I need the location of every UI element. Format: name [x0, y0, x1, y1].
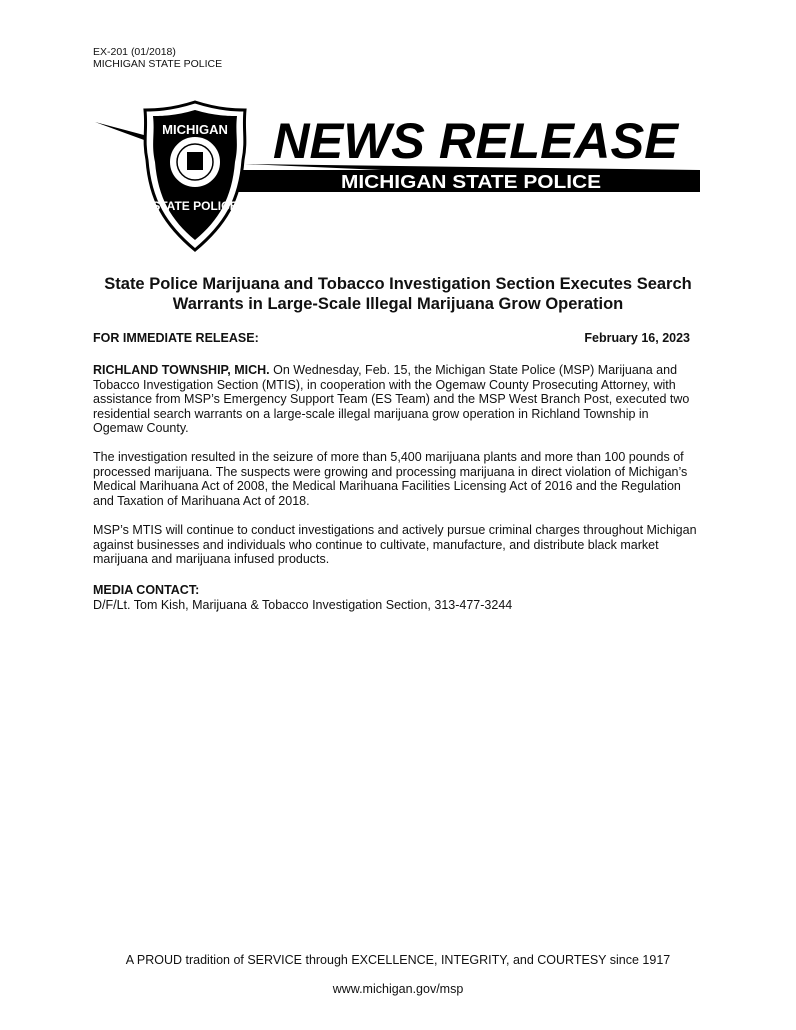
paragraph-1 [93, 363, 698, 436]
banner-subtitle: MICHIGAN STATE POLICE [341, 172, 601, 192]
badge-bottom-text: STATE POLICE [152, 199, 238, 213]
media-contact-label: MEDIA CONTACT: [93, 583, 200, 597]
headline: State Police Marijuana and Tobacco Investigation Section Executes Search Warrants in Large-Scale Illegal Marijuana Grow Operation [104, 275, 692, 313]
release-date: February 16, 2023 [584, 331, 690, 345]
media-contact [93, 583, 512, 612]
paragraph-1-text: On Wednesday, Feb. 15, the Michigan State Police (MSP) Marijuana and Tobacco Investigation Section (MTIS), in cooperation with the Ogemaw County Prosecuting Attorney, with assistance from MSP’s Emergency Support Team (ES Team) and the MSP West Branch Post, executed two residential search warrants on a large-scale illegal marijuana grow operation in Richland Township in Ogemaw County. [93, 363, 690, 436]
paragraph-3: MSP’s MTIS will continue to conduct investigations and actively pursue criminal charges throughout Michigan against businesses and individuals who continue to cultivate, manufacture, and distribute black market marijuana and marijuana infused products. [93, 523, 697, 567]
badge-top-text: MICHIGAN [162, 122, 228, 137]
seal-crest [187, 152, 203, 170]
release-row [93, 331, 690, 345]
news-release-logo [95, 100, 700, 260]
form-agency: MICHIGAN STATE POLICE [93, 58, 223, 70]
banner-title: NEWS RELEASE [273, 113, 680, 169]
footer-motto: A PROUD tradition of SERVICE through EXCELLENCE, INTEGRITY, and COURTESY since 1917 [125, 953, 671, 967]
paragraph-2: The investigation resulted in the seizure of more than 5,400 marijuana plants and more than 100 pounds of processed marijuana. The suspects were growing and processing marijuana in direct violation of Michigan’s Medical Marihuana Act of 2008, the Medical Marihuana Facilities Licensing Act of 2016 and the Regulation and Taxation of Marihuana Act of 2018. [93, 450, 688, 508]
release-label: FOR IMMEDIATE RELEASE: [93, 331, 259, 345]
form-number: EX-201 (01/2018) [93, 46, 176, 58]
form-id-block [93, 46, 222, 70]
media-contact-value: D/F/Lt. Tom Kish, Marijuana & Tobacco Investigation Section, 313-477-3244 [93, 597, 513, 612]
footer-url[interactable]: www.michigan.gov/msp [332, 982, 464, 996]
logo-graphic [95, 100, 700, 260]
dateline: RICHLAND TOWNSHIP, MICH. [93, 363, 270, 377]
